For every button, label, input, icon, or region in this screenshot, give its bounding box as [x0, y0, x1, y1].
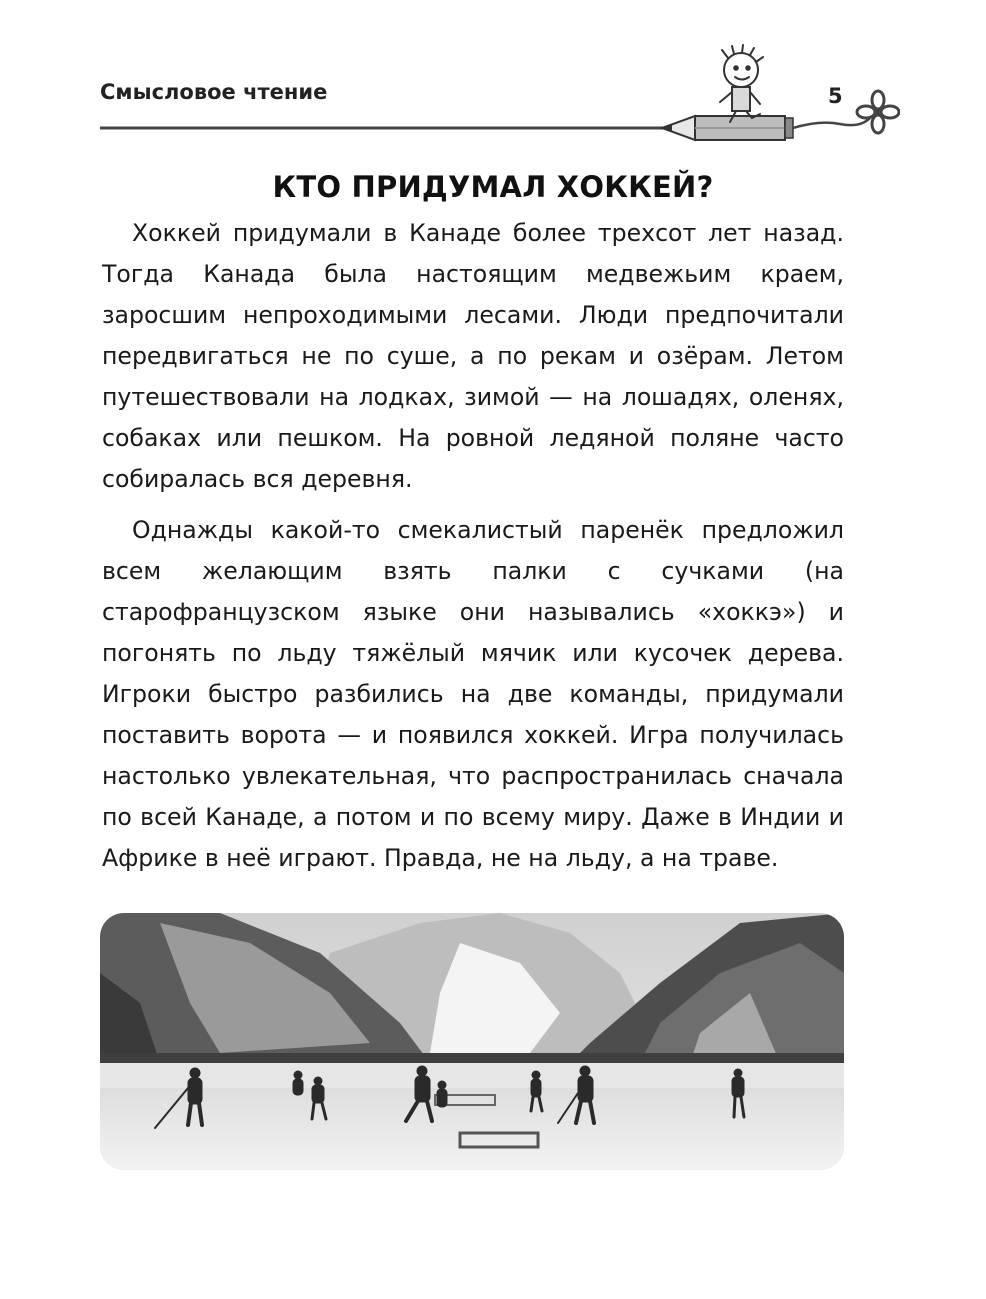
pencil-icon: [662, 116, 793, 140]
paragraph: Хоккей придумали в Канаде более трехсот лет назад. Тогда Канада была настоящим медвежьим краем, заросшим непроходимыми лесами. Люди предпочитали передвигаться не по суше, а по рекам и озёрам. Летом путешествовали на лодках, зимой — на лошадях, оленях, собаках или пешком. На ровной ледяной поляне часто собиралась вся деревня.: [102, 219, 844, 493]
paragraph: Однажды какой-то смекалистый паренёк предложил всем желающим взять палки с сучками (на старофранцузском языке они назывались «хоккэ») и погонять по льду тяжёлый мячик или кусочек дерева. Игроки быстро разбились на две команды, придумали поставить ворота — и появился хоккей. Игра получилась настолько увлекательная, что распространилась сначала по всей Канаде, а потом и по всему миру. Даже в Индии и Африке в неё играют. Правда, не на льду, а на траве.: [102, 516, 844, 872]
page-number: 5: [828, 84, 843, 108]
section-title: Смысловое чтение: [100, 80, 328, 104]
string-line: [793, 118, 870, 128]
article-body: [102, 213, 844, 879]
hockey-lake-photo: [100, 913, 844, 1170]
doodle-boy-icon: [720, 45, 763, 122]
page-header: [100, 0, 900, 150]
header-decoration: [100, 0, 900, 150]
flower-icon: [857, 91, 899, 133]
article-title: КТО ПРИДУМАЛ ХОККЕЙ?: [272, 170, 714, 204]
